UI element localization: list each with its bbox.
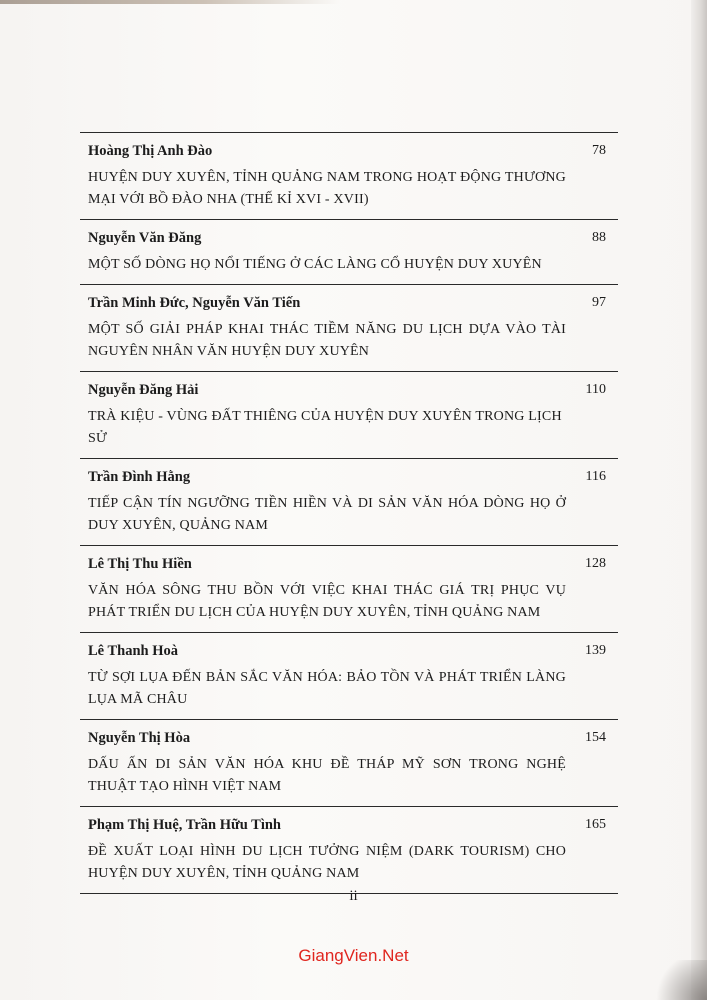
entry-page-number: 88 [592, 230, 606, 245]
entry-title: ĐỀ XUẤT LOẠI HÌNH DU LỊCH TƯỞNG NIỆM (DARK TOURISM) CHO HUYỆN DUY XUYÊN, TỈNH QUẢNG NAM [88, 844, 566, 881]
entry-title: TIẾP CẬN TÍN NGƯỠNG TIỀN HIỀN VÀ DI SẢN VĂN HÓA DÒNG HỌ Ở DUY XUYÊN, QUẢNG NAM [88, 496, 566, 533]
entry-title: TỪ SỢI LỤA ĐẾN BẢN SẮC VĂN HÓA: BẢO TỒN VÀ PHÁT TRIỂN LÀNG LỤA MÃ CHÂU [88, 670, 566, 707]
entry-author: Hoàng Thị Anh Đào [88, 143, 213, 159]
entry-title: MỘT SỐ DÒNG HỌ NỔI TIẾNG Ở CÁC LÀNG CỔ HUYỆN DUY XUYÊN [88, 257, 542, 272]
entry-author: Nguyễn Thị Hòa [88, 730, 191, 746]
entry-author: Phạm Thị Huệ, Trần Hữu Tình [88, 817, 281, 833]
page-folio: ii [349, 888, 358, 904]
page-top-edge [0, 0, 340, 4]
toc-entry [80, 459, 612, 545]
entry-author: Lê Thị Thu Hiền [88, 556, 192, 572]
entry-title: HUYỆN DUY XUYÊN, TỈNH QUẢNG NAM TRONG HOẠT ĐỘNG THƯƠNG MẠI VỚI BỒ ĐÀO NHA (THẾ KỈ XVI - XVII) [88, 170, 566, 207]
toc-entry [80, 633, 612, 719]
page-right-edge [691, 0, 707, 1000]
entry-author: Lê Thanh Hoà [88, 643, 178, 659]
entry-page-number: 116 [585, 469, 606, 484]
watermark-text: GiangVien.Net [298, 946, 409, 965]
entry-author: Nguyễn Văn Đăng [88, 230, 202, 246]
entry-title: MỘT SỐ GIẢI PHÁP KHAI THÁC TIỀM NĂNG DU LỊCH DỰA VÀO TÀI NGUYÊN NHÂN VĂN HUYỆN DUY XUYÊN [88, 322, 566, 359]
table-of-contents [80, 132, 612, 894]
entry-author: Trần Minh Đức, Nguyễn Văn Tiến [88, 295, 301, 311]
entry-page-number: 154 [585, 730, 606, 745]
entry-page-number: 110 [585, 382, 606, 397]
entry-page-number: 139 [585, 643, 606, 658]
toc-entry [80, 285, 612, 371]
entry-page-number: 78 [592, 143, 606, 158]
toc-entry [80, 220, 612, 284]
page-corner-shadow [647, 960, 707, 1000]
entry-page-number: 165 [585, 817, 606, 832]
entry-author: Nguyễn Đăng Hải [88, 382, 199, 398]
entry-title: TRÀ KIỆU - VÙNG ĐẤT THIÊNG CỦA HUYỆN DUY XUYÊN TRONG LỊCH SỬ [88, 409, 562, 446]
toc-entry [80, 133, 612, 219]
entry-page-number: 97 [592, 295, 606, 310]
toc-entry [80, 546, 612, 632]
entry-page-number: 128 [585, 556, 606, 571]
entry-author: Trần Đình Hằng [88, 469, 191, 485]
toc-entry [80, 807, 612, 893]
toc-entry [80, 372, 612, 458]
toc-entry [80, 720, 612, 806]
entry-title: DẤU ẤN DI SẢN VĂN HÓA KHU ĐỀ THÁP MỸ SƠN TRONG NGHỆ THUẬT TẠO HÌNH VIỆT NAM [88, 757, 566, 794]
entry-title: VĂN HÓA SÔNG THU BỒN VỚI VIỆC KHAI THÁC GIÁ TRỊ PHỤC VỤ PHÁT TRIỂN DU LỊCH CỦA HUYỆN DUY XUYÊN, TỈNH QUẢNG NAM [88, 583, 566, 620]
